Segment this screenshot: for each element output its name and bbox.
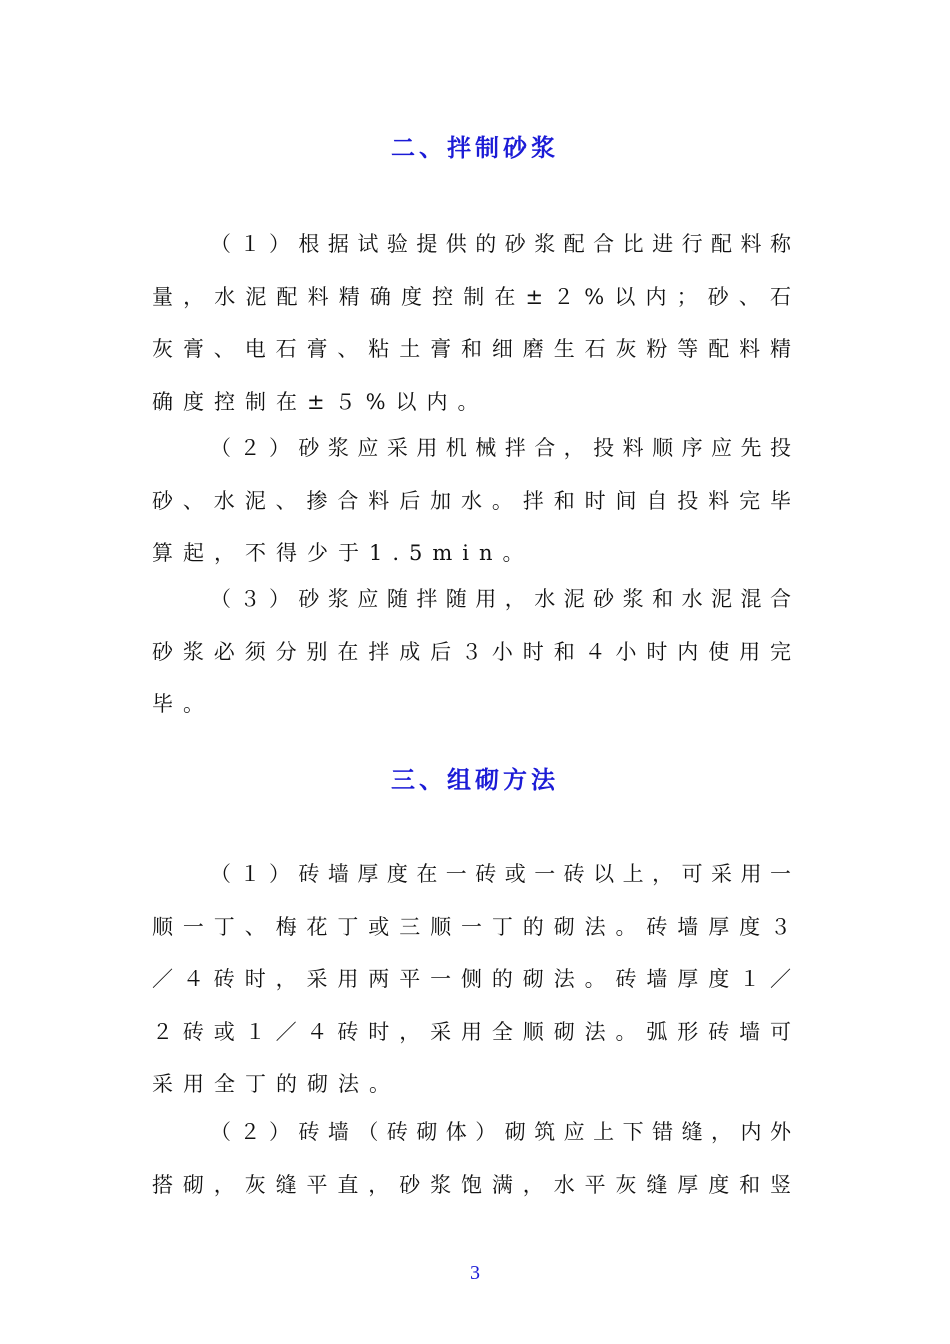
text-line: 采用全丁的砌法。	[152, 1072, 400, 1096]
text-line: 砂、水泥、掺合料后加水。拌和时间自投料完毕	[152, 488, 792, 513]
text-line: 量，水泥配料精确度控制在±２%以内；砂、石	[152, 284, 792, 309]
paragraph-mortar-1	[152, 218, 792, 428]
text-line: 砂浆必须分别在拌成后３小时和４小时内使用完	[152, 639, 792, 664]
paragraph-masonry-1	[152, 848, 792, 1111]
text-line: 灰膏、电石膏、粘土膏和细磨生石灰粉等配料精	[152, 337, 792, 361]
section-heading-masonry: 三、组砌方法	[391, 766, 559, 794]
text-line: 毕。	[152, 692, 214, 716]
paragraph-mortar-3	[152, 573, 792, 731]
page-number: 3	[470, 1262, 480, 1284]
text-line: 搭砌，灰缝平直，砂浆饱满，水平灰缝厚度和竖	[152, 1172, 792, 1197]
text-line: （２）砖墙（砖砌体）砌筑应上下错缝，内外	[210, 1120, 792, 1144]
text-line: 顺一丁、梅花丁或三顺一丁的砌法。砖墙厚度３	[152, 914, 792, 939]
text-line: （３）砂浆应随拌随用，水泥砂浆和水泥混合	[210, 587, 792, 611]
text-line: （１）砖墙厚度在一砖或一砖以上，可采用一	[210, 862, 792, 886]
section-heading-mortar: 二、拌制砂浆	[391, 134, 559, 162]
paragraph-mortar-2	[152, 422, 792, 580]
text-line: 算起，不得少于1.5min。	[152, 541, 534, 565]
paragraph-masonry-2	[152, 1106, 792, 1211]
text-line: （２）砂浆应采用机械拌合，投料顺序应先投	[210, 436, 792, 460]
text-line: （１）根据试验提供的砂浆配合比进行配料称	[210, 232, 792, 256]
text-line: 确度控制在±５%以内。	[152, 389, 489, 414]
text-line: ２砖或１／４砖时，采用全顺砌法。弧形砖墙可	[152, 1019, 792, 1044]
text-line: ／４砖时，采用两平一侧的砌法。砖墙厚度１／	[152, 967, 792, 991]
